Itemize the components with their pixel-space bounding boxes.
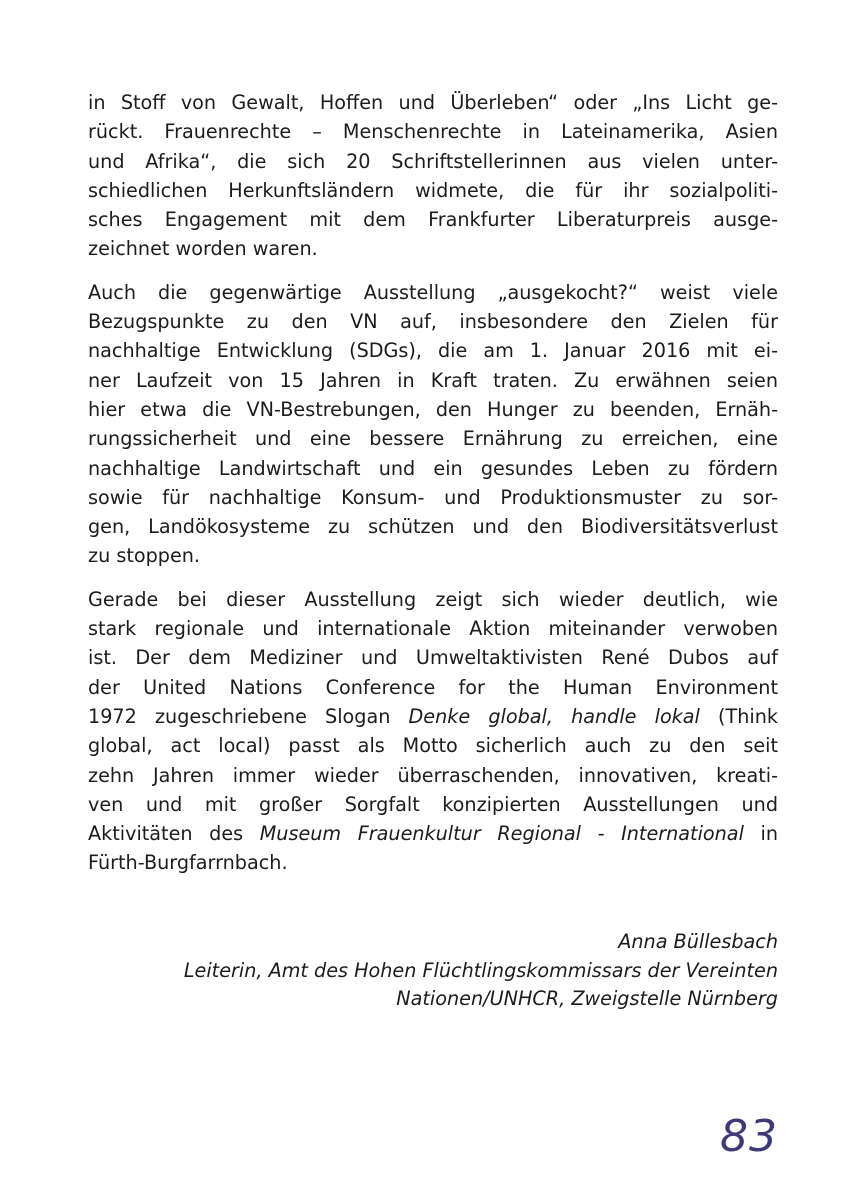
text-segment: Aktivitäten des [88,822,260,846]
paragraph-2 [88,278,778,571]
text-line: schiedlichen Herkunftsländern widmete, die für ihr sozialpoliti- [88,178,778,202]
text-line: in Stoff von Gewalt, Hoffen und Überleben“ oder „Ins Licht ge- [88,91,778,114]
text-line: zu stoppen. [88,544,201,568]
text-line: nachhaltige Landwirtschaft und ein gesundes Leben zu fördern [88,456,778,480]
text-line: global, act local) passt als Motto sicherlich auch zu den seit [88,734,778,758]
text-segment: 1972 zugeschriebene Slogan [88,704,409,728]
text-line: Gerade bei dieser Ausstellung zeigt sich wieder deutlich, wie [88,587,778,611]
text-line: ist. Der dem Mediziner und Umweltaktivisten René Dubos auf [88,646,778,670]
text-line: Fürth-Burgfarrnbach. [88,851,288,875]
text-line: hier etwa die VN-Bestrebungen, den Hunger zu beenden, Ernäh- [88,397,778,421]
slogan-italic: Denke global, handle lokal [408,704,700,728]
signature-title: Nationen/UNHCR, Zweigstelle Nürnberg [396,987,778,1010]
text-line: und Afrika“, die sich 20 Schriftstellerinnen aus vielen unter- [88,149,778,173]
text-segment: (Think [699,704,779,728]
text-line: zeichnet worden waren. [88,237,318,261]
text-line: ven und mit großer Sorgfalt konzipierten Ausstellungen und [88,792,778,816]
text-line: zehn Jahren immer wieder überraschenden, innovativen, kreati- [88,763,778,787]
text-line: Bezugspunkte zu den VN auf, insbesondere den Zielen für [88,310,778,334]
text-line: ner Laufzeit von 15 Jahren in Kraft traten. Zu erwähnen seien [88,368,778,392]
signature-title: Leiterin, Amt des Hohen Flüchtlingskommissars der Vereinten [183,958,778,982]
text-line: sowie für nachhaltige Konsum- und Produktionsmuster zu sor- [88,485,778,509]
page-number: 83 [720,1111,778,1162]
text-line: nachhaltige Entwicklung (SDGs), die am 1. Januar 2016 mit ei- [88,339,778,363]
signature-name: Anna Büllesbach [618,930,778,953]
signature-block [184,928,778,1014]
text-line: stark regionale und internationale Aktion miteinander verwoben [88,617,778,641]
text-line: gen, Landökosysteme zu schützen und den Biodiversitätsverlust [88,515,778,539]
text-line: der United Nations Conference for the Human Environment [88,675,778,699]
text-line [88,819,778,848]
paragraph-3 [88,585,778,878]
text-line: rungssicherheit und eine bessere Ernährung zu erreichen, eine [88,427,778,451]
body-text [88,88,778,892]
museum-name-italic: Museum Frauenkultur Regional - International [259,822,744,846]
text-line: sches Engagement mit dem Frankfurter Liberaturpreis ausge- [88,208,778,232]
text-line [88,702,778,731]
text-segment: in [743,822,779,846]
text-line: Auch die gegenwärtige Ausstellung „ausgekocht?“ weist viele [88,280,778,304]
text-line: rückt. Frauenrechte – Menschenrechte in Lateinamerika, Asien [88,120,778,144]
paragraph-1 [88,88,778,264]
